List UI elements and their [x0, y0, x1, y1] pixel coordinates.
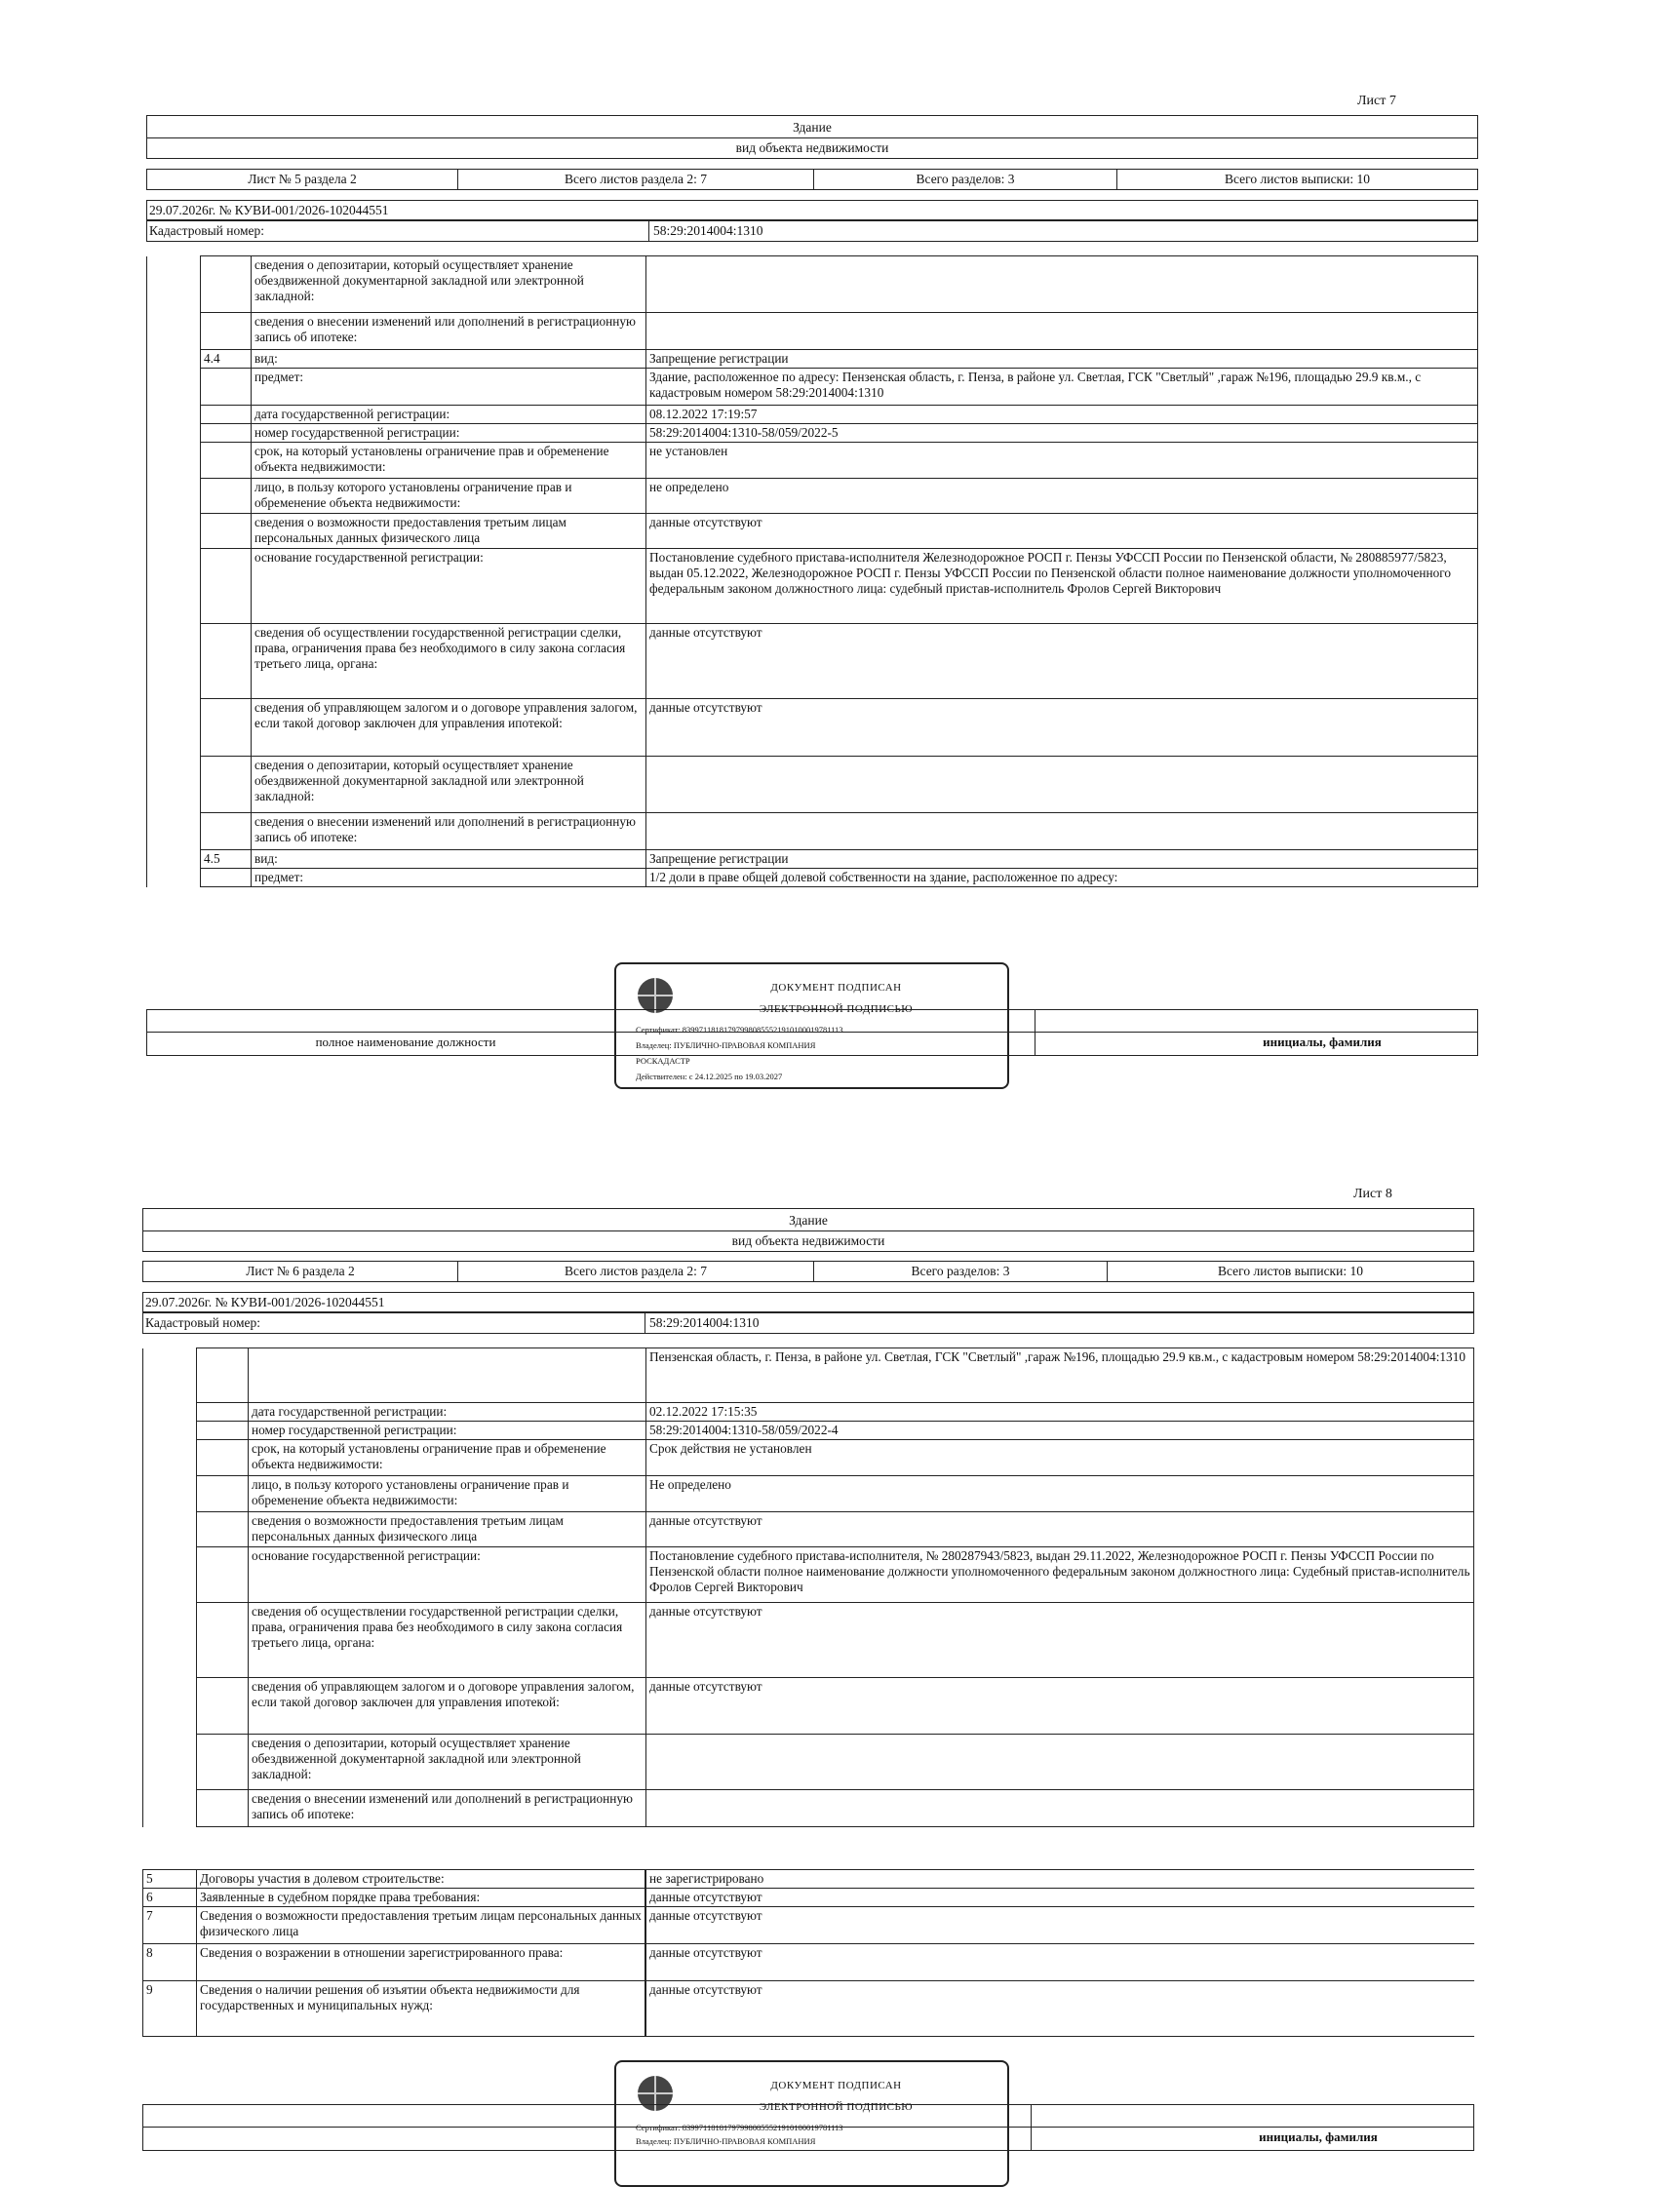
- indent-cell: [147, 443, 201, 479]
- indent-cell: [147, 813, 201, 850]
- cadastral-value: 58:29:2014004:1310: [648, 221, 1477, 241]
- stamp-certificate: Сертификат: 839971181817979980855521910100019781113: [636, 1025, 843, 1035]
- entry-number: [201, 406, 252, 424]
- indent-cell: [143, 1512, 197, 1547]
- cadastral-value: 58:29:2014004:1310: [645, 1313, 1473, 1333]
- indent-cell: [147, 850, 201, 869]
- table-row: [147, 757, 1478, 813]
- table-row: [143, 1678, 1474, 1735]
- section-value: данные отсутствуют: [646, 1907, 1475, 1944]
- section-label: Сведения о наличии решения об изъятии объекта недвижимости для государственных и муниципальных нужд:: [197, 1981, 645, 2037]
- field-value: [646, 813, 1478, 850]
- entry-number: [197, 1512, 249, 1547]
- table-row: [143, 1603, 1474, 1678]
- field-value: данные отсутствуют: [646, 624, 1478, 699]
- entry-number: [197, 1422, 249, 1440]
- entry-number: [197, 1403, 249, 1422]
- field-value: данные отсутствуют: [646, 699, 1478, 757]
- table-row: [147, 549, 1478, 624]
- field-value: Срок действия не установлен: [646, 1440, 1474, 1476]
- table-row: [143, 1440, 1474, 1476]
- sheet-number: Лист 8: [1353, 1187, 1392, 1201]
- indent-cell: [143, 1422, 197, 1440]
- field-label: сведения о внесении изменений или дополнений в регистрационную запись об ипотеке:: [249, 1790, 646, 1827]
- table-row: [147, 313, 1478, 350]
- field-label: предмет:: [252, 369, 646, 406]
- field-value: данные отсутствуют: [646, 1512, 1474, 1547]
- field-value: 02.12.2022 17:15:35: [646, 1403, 1474, 1422]
- field-value: не определено: [646, 479, 1478, 514]
- indent-cell: [143, 1678, 197, 1735]
- section-number: 7: [143, 1907, 197, 1944]
- object-type: Здание: [789, 1213, 828, 1228]
- field-value: [646, 1790, 1474, 1827]
- field-value: [646, 1735, 1474, 1790]
- indent-cell: [147, 757, 201, 813]
- field-label: сведения об управляющем залогом и о договоре управления залогом, если такой договор заключен для управления ипотекой:: [252, 699, 646, 757]
- field-value: 1/2 доли в праве общей долевой собственности на здание, расположенное по адресу:: [646, 869, 1478, 887]
- entry-number: [197, 1476, 249, 1512]
- field-label: предмет:: [252, 869, 646, 887]
- indent-cell: [147, 424, 201, 443]
- stamp-subtitle: ЭЛЕКТРОННОЙ ПОДПИСЬЮ: [759, 1003, 914, 1015]
- entry-number: [197, 1790, 249, 1827]
- footer-name-caption: инициалы, фамилия: [1259, 2129, 1378, 2144]
- indent-cell: [143, 1790, 197, 1827]
- field-value: Постановление судебного пристава-исполнителя, № 280287943/5823, выдан 29.11.2022, Железнодорожное РОСП г. Пензы УФССП России по Пензенской области полное наименование должности уполномоченного федеральным законом должностного лица: Судебный пристав-исполнитель Фролов Сергей Викторович: [646, 1547, 1474, 1603]
- field-label: сведения о внесении изменений или дополнений в регистрационную запись об ипотеке:: [252, 313, 646, 350]
- entry-number: [201, 443, 252, 479]
- section-value-row: [646, 1944, 1475, 1981]
- object-type: Здание: [793, 120, 832, 135]
- entry-number: [201, 424, 252, 443]
- field-label: сведения о возможности предоставления третьим лицам персональных данных физического лица: [252, 514, 646, 549]
- entry-number: [197, 1735, 249, 1790]
- indent-cell: [147, 406, 201, 424]
- section-label: Заявленные в судебном порядке права требования:: [197, 1889, 645, 1907]
- section-label: Сведения о возможности предоставления третьим лицам персональных данных физического лица: [197, 1907, 645, 1944]
- object-type-caption: вид объекта недвижимости: [731, 1233, 885, 1248]
- stamp-certificate: Сертификат: 839971181817979980855521910100019781113: [636, 2123, 843, 2132]
- section-label: Договоры участия в долевом строительстве:: [197, 1870, 645, 1889]
- table-row: [143, 1547, 1474, 1603]
- field-label: основание государственной регистрации:: [249, 1547, 646, 1603]
- entry-number: [201, 813, 252, 850]
- sections-total: Всего разделов: 3: [813, 170, 1116, 189]
- table-row: [143, 1512, 1474, 1547]
- footer-position-caption: полное наименование должности: [315, 1035, 496, 1049]
- table-row: [147, 350, 1478, 369]
- field-value: Постановление судебного пристава-исполнителя Железнодорожное РОСП г. Пензы УФССП России по Пензенской области, № 280885977/5823, выдан 05.12.2022, Железнодорожное РОСП г. Пензы УФССП России по Пензенской области полное наименование должности уполномоченного федеральным законом должностного лица: судебный пристав-исполнитель Фролов Сергей Викторович: [646, 549, 1478, 624]
- entry-number: [201, 549, 252, 624]
- field-value: Пензенская область, г. Пенза, в районе ул. Светлая, ГСК "Светлый" ,гараж №196, площадью 29.9 кв.м., с кадастровым номером 58:29:2014004:1310: [646, 1348, 1474, 1403]
- field-value: [646, 757, 1478, 813]
- table-row: [143, 1735, 1474, 1790]
- sheet-number: Лист 7: [1357, 94, 1396, 108]
- indent-cell: [143, 1440, 197, 1476]
- table-row: [147, 406, 1478, 424]
- field-value: данные отсутствуют: [646, 1603, 1474, 1678]
- table-row: [147, 850, 1478, 869]
- field-label: сведения о внесении изменений или дополнений в регистрационную запись об ипотеке:: [252, 813, 646, 850]
- field-label: срок, на который установлены ограничение прав и обременение объекта недвижимости:: [249, 1440, 646, 1476]
- section-value-row: [646, 1870, 1475, 1889]
- section-sheet-total: Всего листов раздела 2: 7: [457, 1262, 813, 1281]
- entry-number: [201, 869, 252, 887]
- section-value: данные отсутствуют: [646, 1889, 1475, 1907]
- entry-number: [201, 369, 252, 406]
- object-type-box: [142, 1208, 1474, 1252]
- section-label: Сведения о возражении в отношении зарегистрированного права:: [197, 1944, 645, 1981]
- field-label: [249, 1348, 646, 1403]
- extract-sheet-total: Всего листов выписки: 10: [1116, 170, 1477, 189]
- signature-footer: [142, 2104, 1474, 2151]
- indent-cell: [147, 869, 201, 887]
- stamp-title: ДОКУМЕНТ ПОДПИСАН: [770, 982, 902, 994]
- footer-name-caption: инициалы, фамилия: [1263, 1035, 1382, 1049]
- cadastral-row: [146, 220, 1478, 242]
- table-row: [147, 624, 1478, 699]
- table-row: [147, 443, 1478, 479]
- section-number: 6: [143, 1889, 197, 1907]
- stamp-owner: Владелец: ПУБЛИЧНО-ПРАВОВАЯ КОМПАНИЯ: [636, 2136, 816, 2146]
- entry-number: [197, 1440, 249, 1476]
- entry-number: [197, 1348, 249, 1403]
- field-value: 58:29:2014004:1310-58/059/2022-5: [646, 424, 1478, 443]
- indent-cell: [147, 256, 201, 313]
- section-row: [143, 1907, 645, 1944]
- field-value: Запрещение регистрации: [646, 350, 1478, 369]
- field-label: дата государственной регистрации:: [249, 1403, 646, 1422]
- section-number: 9: [143, 1981, 197, 2037]
- field-label: сведения о возможности предоставления третьим лицам персональных данных физического лица: [249, 1512, 646, 1547]
- entry-number: [201, 757, 252, 813]
- sheet-info-bar: [142, 1261, 1474, 1282]
- entry-number: 4.5: [201, 850, 252, 869]
- field-value: Запрещение регистрации: [646, 850, 1478, 869]
- encumbrance-table: [142, 1347, 1474, 1827]
- table-row: [143, 1348, 1474, 1403]
- stamp-owner: Владелец: ПУБЛИЧНО-ПРАВОВАЯ КОМПАНИЯ: [636, 1040, 816, 1050]
- field-value: [646, 313, 1478, 350]
- field-label: вид:: [252, 350, 646, 369]
- section-row: [143, 1870, 645, 1889]
- section-number: 5: [143, 1870, 197, 1889]
- stamp-owner-name: РОСКАДАСТР: [636, 1056, 690, 1066]
- sections-values-table: [645, 1869, 1474, 2037]
- encumbrance-table: [146, 255, 1478, 887]
- field-label: вид:: [252, 850, 646, 869]
- stamp-title: ДОКУМЕНТ ПОДПИСАН: [770, 2080, 902, 2091]
- field-label: сведения об управляющем залогом и о договоре управления залогом, если такой договор заключен для управления ипотекой:: [249, 1678, 646, 1735]
- table-row: [147, 699, 1478, 757]
- entry-number: [201, 313, 252, 350]
- signature-footer: [146, 1009, 1478, 1056]
- field-value: данные отсутствуют: [646, 514, 1478, 549]
- field-label: сведения об осуществлении государственной регистрации сделки, права, ограничения права без необходимого в силу закона согласия третьего лица, органа:: [252, 624, 646, 699]
- entry-number: [197, 1603, 249, 1678]
- section-value-row: [646, 1907, 1475, 1944]
- section-value-row: [646, 1889, 1475, 1907]
- table-row: [143, 1422, 1474, 1440]
- field-value: [646, 256, 1478, 313]
- table-row: [143, 1476, 1474, 1512]
- sheet-info-bar: [146, 169, 1478, 190]
- entry-number: [201, 699, 252, 757]
- entry-number: [197, 1678, 249, 1735]
- stamp-subtitle: ЭЛЕКТРОННОЙ ПОДПИСЬЮ: [759, 2101, 914, 2113]
- field-label: номер государственной регистрации:: [249, 1422, 646, 1440]
- section-value: данные отсутствуют: [646, 1944, 1475, 1981]
- field-value: Здание, расположенное по адресу: Пензенская область, г. Пенза, в районе ул. Светлая, ГСК "Светлый" ,гараж №196, площадью 29.9 кв.м., с кадастровым номером 58:29:2014004:1310: [646, 369, 1478, 406]
- field-label: лицо, в пользу которого установлены ограничение прав и обременение объекта недвижимости:: [249, 1476, 646, 1512]
- entry-number: [201, 256, 252, 313]
- cadastral-label: Кадастровый номер:: [145, 1315, 261, 1330]
- sections-table: [142, 1869, 645, 2037]
- section-value: данные отсутствуют: [646, 1981, 1475, 2037]
- indent-cell: [143, 1348, 197, 1403]
- table-row: [147, 369, 1478, 406]
- section-sheet-total: Всего листов раздела 2: 7: [457, 170, 813, 189]
- section-number: 8: [143, 1944, 197, 1981]
- cadastral-row: [142, 1312, 1474, 1334]
- section-row: [143, 1944, 645, 1981]
- object-type-box: [146, 115, 1478, 159]
- field-value: 08.12.2022 17:19:57: [646, 406, 1478, 424]
- cadastral-label: Кадастровый номер:: [149, 223, 265, 238]
- indent-cell: [147, 699, 201, 757]
- indent-cell: [143, 1735, 197, 1790]
- sheet-of-section: Лист № 5 раздела 2: [248, 172, 357, 186]
- indent-cell: [147, 514, 201, 549]
- entry-number: [201, 479, 252, 514]
- field-label: срок, на который установлены ограничение прав и обременение объекта недвижимости:: [252, 443, 646, 479]
- stamp-validity: Действителен: с 24.12.2025 по 19.03.2027: [636, 1072, 783, 1081]
- field-label: сведения о депозитарии, который осуществляет хранение обездвиженной документарной закладной или электронной закладной:: [252, 256, 646, 313]
- table-row: [147, 256, 1478, 313]
- indent-cell: [143, 1476, 197, 1512]
- extract-number: 29.07.2026г. № КУВИ-001/2026-102044551: [146, 200, 1478, 220]
- table-row: [147, 479, 1478, 514]
- object-type-caption: вид объекта недвижимости: [735, 140, 889, 155]
- indent-cell: [143, 1403, 197, 1422]
- indent-cell: [147, 549, 201, 624]
- table-row: [143, 1790, 1474, 1827]
- section-value: не зарегистрировано: [646, 1870, 1475, 1889]
- indent-cell: [147, 369, 201, 406]
- extract-number: 29.07.2026г. № КУВИ-001/2026-102044551: [142, 1292, 1474, 1312]
- indent-cell: [147, 479, 201, 514]
- field-label: сведения об осуществлении государственной регистрации сделки, права, ограничения права без необходимого в силу закона согласия третьего лица, органа:: [249, 1603, 646, 1678]
- section-value-row: [646, 1981, 1475, 2037]
- field-label: сведения о депозитарии, который осуществляет хранение обездвиженной документарной закладной или электронной закладной:: [252, 757, 646, 813]
- field-label: сведения о депозитарии, который осуществляет хранение обездвиженной документарной закладной или электронной закладной:: [249, 1735, 646, 1790]
- sheet-of-section: Лист № 6 раздела 2: [246, 1264, 355, 1278]
- field-label: основание государственной регистрации:: [252, 549, 646, 624]
- entry-number: [201, 514, 252, 549]
- field-label: дата государственной регистрации:: [252, 406, 646, 424]
- sheet-page-8: [0, 1112, 1680, 2164]
- indent-cell: [143, 1547, 197, 1603]
- field-value: Не определено: [646, 1476, 1474, 1512]
- table-row: [147, 869, 1478, 887]
- table-row: [147, 813, 1478, 850]
- indent-cell: [147, 350, 201, 369]
- table-row: [143, 1403, 1474, 1422]
- indent-cell: [147, 624, 201, 699]
- field-value: не установлен: [646, 443, 1478, 479]
- entry-number: [197, 1547, 249, 1603]
- field-value: 58:29:2014004:1310-58/059/2022-4: [646, 1422, 1474, 1440]
- rosreestr-emblem-icon: [638, 978, 673, 1013]
- indent-cell: [147, 313, 201, 350]
- field-value: данные отсутствуют: [646, 1678, 1474, 1735]
- entry-number: 4.4: [201, 350, 252, 369]
- field-label: номер государственной регистрации:: [252, 424, 646, 443]
- indent-cell: [143, 1603, 197, 1678]
- table-row: [147, 424, 1478, 443]
- section-row: [143, 1981, 645, 2037]
- entry-number: [201, 624, 252, 699]
- section-row: [143, 1889, 645, 1907]
- table-row: [147, 514, 1478, 549]
- sections-total: Всего разделов: 3: [813, 1262, 1107, 1281]
- field-label: лицо, в пользу которого установлены ограничение прав и обременение объекта недвижимости:: [252, 479, 646, 514]
- extract-sheet-total: Всего листов выписки: 10: [1107, 1262, 1473, 1281]
